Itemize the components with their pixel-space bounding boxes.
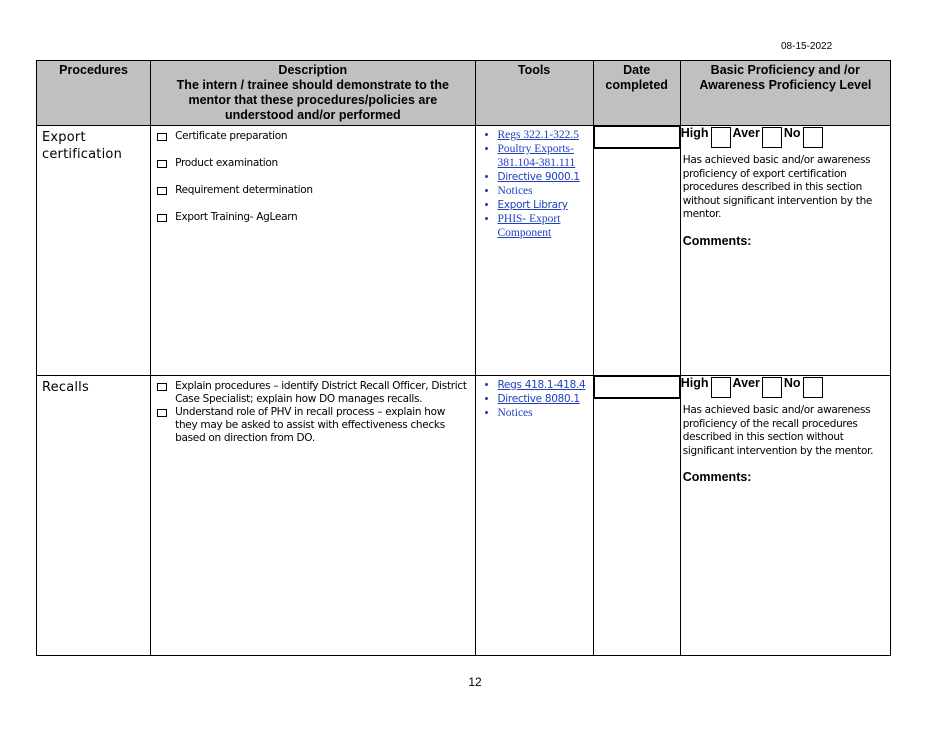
header-description-title: Description bbox=[278, 63, 348, 77]
header-procedures: Procedures bbox=[37, 61, 151, 126]
rating-average-box[interactable] bbox=[762, 377, 782, 398]
tools-list bbox=[476, 376, 593, 420]
table-row bbox=[37, 376, 891, 656]
tool-link[interactable]: • Regs 418.1-418.4 bbox=[498, 378, 591, 392]
description-cell bbox=[151, 126, 475, 376]
checklist-item: Certificate preparation bbox=[157, 130, 468, 143]
rating-average-box[interactable] bbox=[762, 127, 782, 148]
table-header-row bbox=[37, 61, 891, 126]
table-row bbox=[37, 126, 891, 376]
header-tools: Tools bbox=[475, 61, 593, 126]
tools-list bbox=[476, 126, 593, 240]
checkbox-icon[interactable] bbox=[157, 133, 167, 141]
mentoring-checklist-table bbox=[36, 60, 891, 656]
date-completed-field[interactable] bbox=[594, 126, 681, 149]
tool-link[interactable]: • Export Library bbox=[498, 198, 591, 212]
checkbox-icon[interactable] bbox=[157, 383, 167, 391]
comments-label: Comments: bbox=[682, 470, 752, 484]
header-description bbox=[151, 61, 475, 126]
checklist-item: Understand role of PHV in recall process – explain how they may be asked to assist with effectiveness checks based on direction from DO. bbox=[157, 406, 468, 445]
rating-no-label: No bbox=[783, 376, 801, 390]
tools-cell bbox=[475, 126, 593, 376]
comments-label: Comments: bbox=[682, 233, 752, 248]
description-cell bbox=[151, 376, 475, 656]
rating-average-label: Aver bbox=[732, 126, 760, 140]
checkbox-icon[interactable] bbox=[157, 214, 167, 222]
tool-link[interactable]: • Regs 322.1-322.5 bbox=[498, 128, 591, 142]
description-checklist bbox=[151, 376, 474, 445]
header-description-subtitle: The intern / trainee should demonstrate to the mentor that these procedures/policies are understood and/or performed bbox=[176, 78, 449, 122]
rating-no-box[interactable] bbox=[803, 127, 823, 148]
tool-link[interactable]: • Poultry Exports-381.104-381.111 bbox=[498, 142, 591, 170]
date-completed-cell bbox=[593, 376, 680, 656]
checklist-item: Export Training- AgLearn bbox=[157, 211, 468, 224]
proficiency-description: Has achieved basic and/or awareness proficiency of the recall procedures described in this section without significant intervention by the mentor. bbox=[682, 404, 874, 457]
tool-link[interactable]: • Notices bbox=[498, 406, 591, 420]
tools-cell bbox=[475, 376, 593, 656]
rating-high-box[interactable] bbox=[711, 377, 731, 398]
tool-link[interactable]: • PHIS- Export Component bbox=[498, 212, 591, 240]
procedure-name: Export certification bbox=[42, 130, 123, 162]
rating-high-label: High bbox=[680, 376, 709, 390]
procedure-cell bbox=[37, 126, 151, 376]
rating-row bbox=[681, 126, 890, 150]
checkbox-icon[interactable] bbox=[157, 187, 167, 195]
rating-no-label: No bbox=[783, 126, 801, 140]
proficiency-cell bbox=[680, 126, 890, 376]
tool-link[interactable]: • Notices bbox=[498, 184, 591, 198]
checklist-item: Product examination bbox=[157, 157, 468, 170]
description-checklist bbox=[151, 126, 474, 224]
procedure-name: Recalls bbox=[42, 380, 89, 395]
rating-high-label: High bbox=[680, 126, 709, 140]
tool-link[interactable]: • Directive 9000.1 bbox=[498, 170, 591, 184]
rating-average-label: Aver bbox=[732, 376, 760, 390]
header-proficiency: Basic Proficiency and /or Awareness Proficiency Level bbox=[680, 61, 890, 126]
date-completed-field[interactable] bbox=[594, 376, 681, 399]
rating-row bbox=[681, 376, 890, 400]
tool-link[interactable]: • Directive 8080.1 bbox=[498, 392, 591, 406]
checkbox-icon[interactable] bbox=[157, 160, 167, 168]
page-number: 12 bbox=[468, 675, 482, 689]
rating-no-box[interactable] bbox=[803, 377, 823, 398]
procedure-cell bbox=[37, 376, 151, 656]
document-date: 08-15-2022 bbox=[781, 41, 833, 52]
checkbox-icon[interactable] bbox=[157, 409, 167, 417]
proficiency-cell bbox=[680, 376, 890, 656]
checklist-item: Requirement determination bbox=[157, 184, 468, 197]
proficiency-description: Has achieved basic and/or awareness proficiency of export certification procedures described in this section without significant intervention by the mentor. bbox=[682, 154, 873, 220]
rating-high-box[interactable] bbox=[711, 127, 731, 148]
checklist-item: Explain procedures – identify District Recall Officer, District Case Specialist; explain how DO manages recalls. bbox=[157, 380, 468, 406]
header-date-completed: Date completed bbox=[593, 61, 680, 126]
date-completed-cell bbox=[593, 126, 680, 376]
